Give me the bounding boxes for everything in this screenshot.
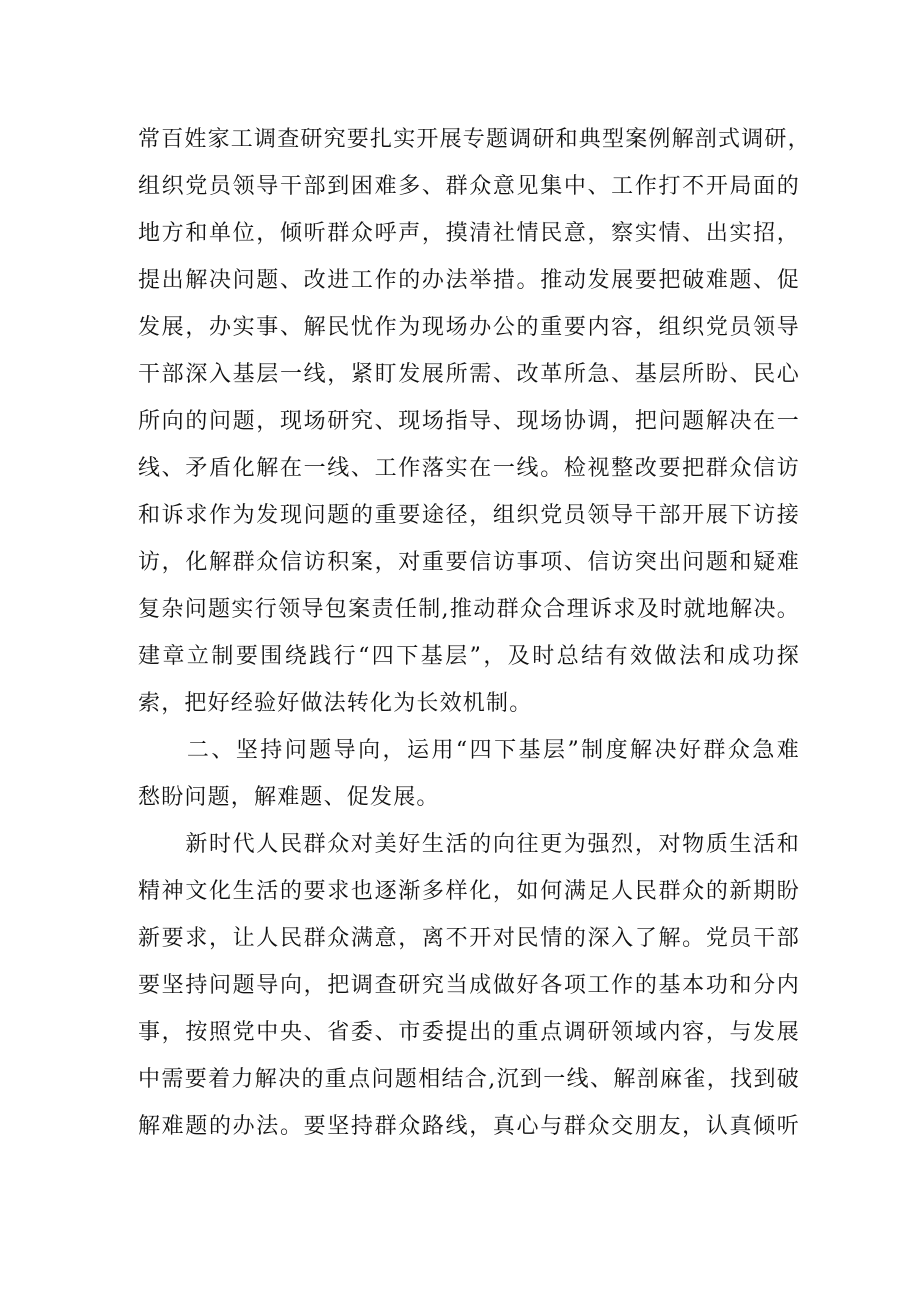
text-line: 干部深入基层一线，紧盯发展所需、改革所急、基层所盼、民心 [138, 362, 800, 387]
text-line: 中需要着力解决的重点问题相结合,沉到一线、解剖麻雀，找到破 [138, 1067, 800, 1092]
text-line: 建章立制要围绕践行“四下基层”，及时总结有效做法和成功探 [138, 644, 800, 669]
body-text [138, 116, 811, 1150]
text-line: 常百姓家工调查研究要扎实开展专题调研和典型案例解剖式调研， [138, 127, 811, 152]
text-line: 访，化解群众信访积案，对重要信访事项、信访突出问题和疑难 [138, 550, 800, 575]
text-line: 复杂问题实行领导包案责任制,推动群众合理诉求及时就地解决。 [138, 597, 800, 622]
text-line: 和诉求作为发现问题的重要途径，组织党员领导干部开展下访接 [138, 503, 800, 528]
text-line: 要坚持问题导向，把调查研究当成做好各项工作的基本功和分内 [138, 973, 800, 998]
text-line: 所向的问题，现场研究、现场指导、现场协调，把问题解决在一 [138, 409, 800, 434]
text-line: 线、矛盾化解在一线、工作落实在一线。检视整改要把群众信访 [138, 456, 800, 481]
text-line: 组织党员领导干部到困难多、群众意见集中、工作打不开局面的 [138, 174, 800, 199]
text-line: 提出解决问题、改进工作的办法举措。推动发展要把破难题、促 [138, 268, 800, 293]
text-line: 解难题的办法。要坚持群众路线，真心与群众交朋友，认真倾听 [138, 1114, 800, 1139]
text-line: 愁盼问题，解难题、促发展。 [138, 785, 440, 810]
text-line: 精神文化生活的要求也逐渐多样化，如何满足人民群众的新期盼 [138, 879, 800, 904]
text-line: 地方和单位，倾听群众呼声，摸清社情民意，察实情、出实招， [138, 221, 800, 246]
text-line: 发展，办实事、解民忧作为现场办公的重要内容，组织党员领导 [138, 315, 800, 340]
text-line: 新要求，让人民群众满意，离不开对民情的深入了解。党员干部 [138, 926, 800, 951]
text-line: 索，把好经验好做法转化为长效机制。 [138, 691, 533, 716]
text-line: 事，按照党中央、省委、市委提出的重点调研领域内容，与发展 [138, 1020, 800, 1045]
text-line: 新时代人民群众对美好生活的向往更为强烈，对物质生活和 [138, 832, 800, 857]
text-line: 二、坚持问题导向，运用“四下基层”制度解决好群众急难 [138, 738, 800, 763]
